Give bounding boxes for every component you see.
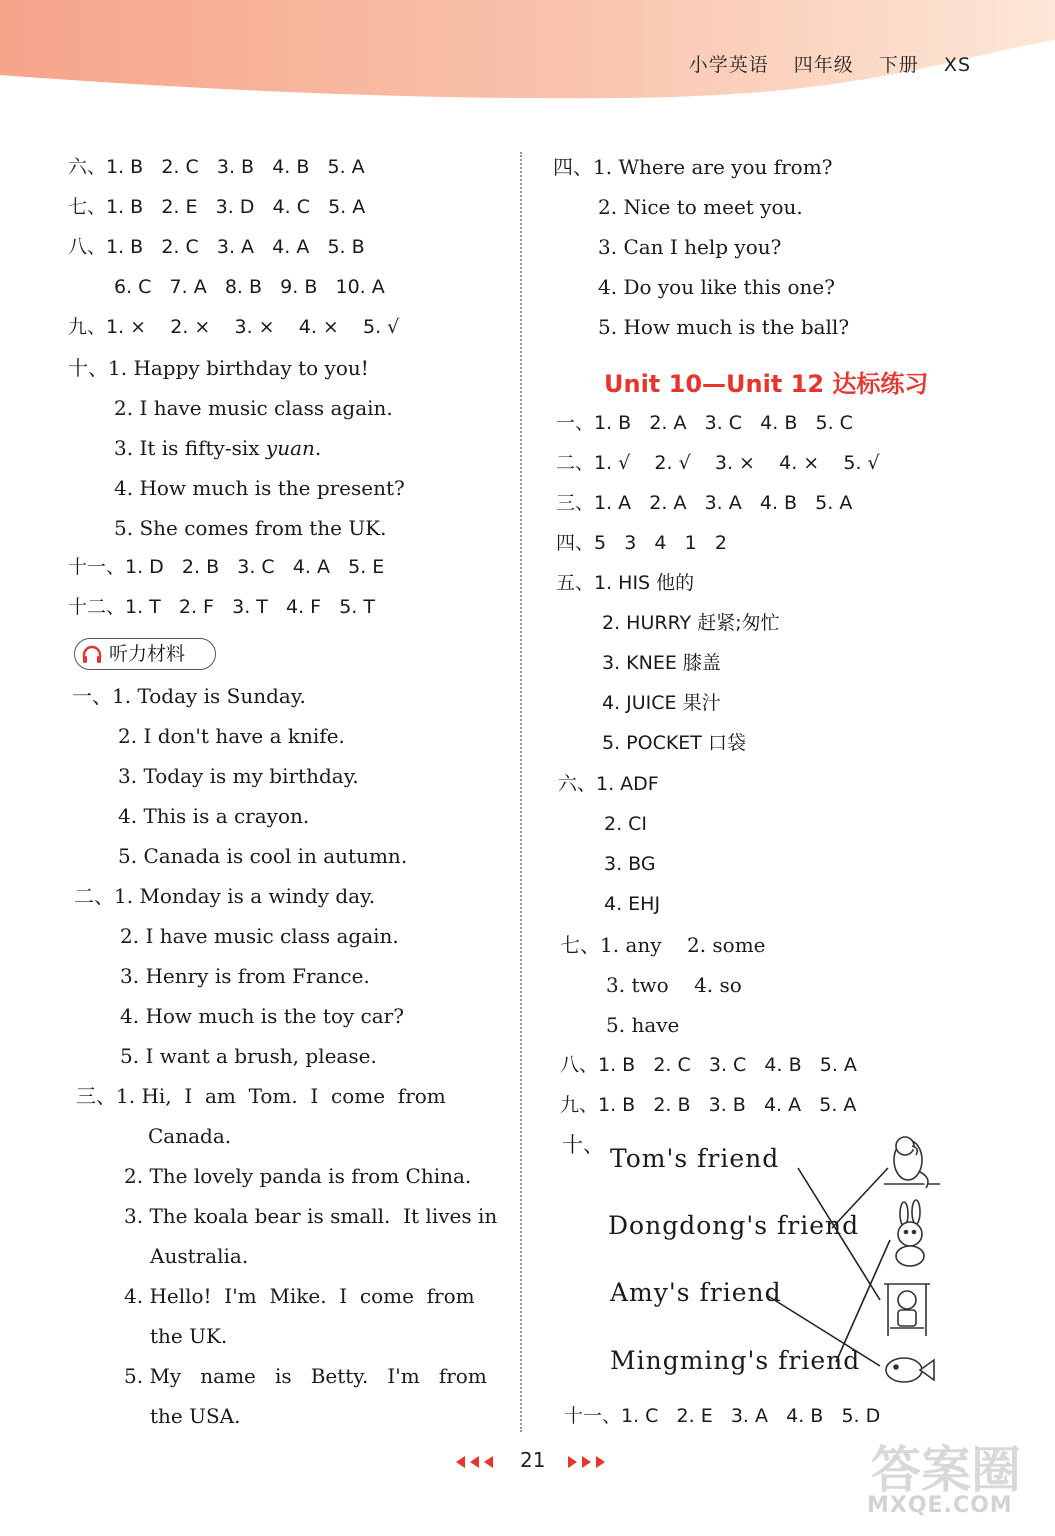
answer-line-10-3-yuan: yuan (265, 436, 315, 460)
listening-2-3: 3. Henry is from France. (120, 964, 370, 988)
listening-1-3: 3. Today is my birthday. (118, 764, 359, 788)
listening-2-1: 二、1. Monday is a windy day. (74, 884, 376, 908)
listening-1-1: 一、1. Today is Sunday. (72, 684, 306, 708)
friend-label-dongdong: Dongdong's friend (608, 1211, 860, 1240)
unit-answer-5-1: 五、1. HIS 他的 (556, 572, 695, 594)
listening-material-tag (74, 638, 216, 670)
unit-answer-10-label: 十、 (562, 1133, 604, 1157)
unit-answer-2: 二、1. √ 2. √ 3. × 4. × 5. √ (556, 452, 880, 474)
child-on-swing-icon (884, 1284, 930, 1336)
unit-answer-5-3: 3. KNEE 膝盖 (602, 652, 721, 674)
right-arrows-icon (562, 1448, 612, 1476)
unit-answer-11: 十一、1. C 2. E 3. A 4. B 5. D (564, 1405, 881, 1427)
page-footer (450, 1448, 615, 1476)
unit-answer-6-2: 2. CI (604, 813, 648, 835)
answer-line-10-3-end: . (314, 436, 322, 460)
parrot-icon (884, 1137, 940, 1188)
unit-answer-9: 九、1. B 2. B 3. B 4. A 5. A (560, 1094, 857, 1116)
unit-answer-6-3: 3. BG (604, 853, 656, 875)
rabbit-icon (896, 1200, 924, 1266)
unit-answer-8: 八、1. B 2. C 3. C 4. B 5. A (560, 1054, 857, 1076)
listening-3-4b: the UK. (150, 1324, 228, 1348)
unit-answer-6-4: 4. EHJ (604, 893, 661, 915)
unit-answer-7-3: 5. have (606, 1013, 680, 1037)
answer-line-10-3 (114, 433, 321, 463)
answer-line-11: 十一、1. D 2. B 3. C 4. A 5. E (68, 556, 385, 578)
answer-line-10-4: 4. How much is the present? (114, 476, 405, 500)
answer-line-9: 九、1. × 2. × 3. × 4. × 5. √ (68, 316, 400, 338)
answer-line-6: 六、1. B 2. C 3. B 4. B 5. A (68, 156, 365, 178)
answer-r4-2: 2. Nice to meet you. (598, 195, 803, 219)
column-divider (520, 152, 522, 1432)
listening-1-5: 5. Canada is cool in autumn. (118, 844, 408, 868)
listening-3-3b: Australia. (150, 1244, 249, 1268)
left-arrows-icon (450, 1448, 500, 1476)
listening-3-5b: the USA. (150, 1404, 241, 1428)
listening-3-1a: 三、1. Hi, I am Tom. I come from (76, 1084, 446, 1108)
unit-answer-7-1: 七、1. any 2. some (560, 933, 766, 957)
answer-line-12: 十二、1. T 2. F 3. T 4. F 5. T (68, 596, 375, 618)
answer-r4-5: 5. How much is the ball? (598, 315, 850, 339)
unit-answer-5-5: 5. POCKET 口袋 (602, 732, 746, 754)
answer-r4-4: 4. Do you like this one? (598, 275, 835, 299)
header-meta (671, 50, 971, 77)
header-edition: XS (943, 54, 971, 76)
match-line-mingming (836, 1240, 890, 1362)
headphones-icon (81, 645, 103, 665)
listening-2-2: 2. I have music class again. (120, 924, 399, 948)
unit-answer-5-4: 4. JUICE 果汁 (602, 692, 721, 714)
listening-3-4a: 4. Hello! I'm Mike. I come from (124, 1284, 475, 1308)
unit-answer-3: 三、1. A 2. A 3. A 4. B 5. A (556, 492, 853, 514)
answer-line-8a: 八、1. B 2. C 3. A 4. A 5. B (68, 236, 365, 258)
friend-label-mingming: Mingming's friend (610, 1346, 861, 1375)
header-grade: 四年级 (793, 54, 854, 76)
answer-line-10-2: 2. I have music class again. (114, 396, 393, 420)
unit-answer-1: 一、1. B 2. A 3. C 4. B 5. C (556, 412, 853, 434)
answer-line-8b: 6. C 7. A 8. B 9. B 10. A (114, 276, 385, 298)
listening-material-label: 听力材料 (109, 643, 186, 665)
friend-label-amy: Amy's friend (610, 1278, 782, 1307)
unit-title: Unit 10—Unit 12 达标练习 (604, 370, 929, 398)
answer-line-10-3-text: 3. It is fifty-six (114, 436, 266, 460)
watermark (857, 1430, 1037, 1522)
header-band (0, 0, 1055, 118)
watermark-url: MXQE.COM (867, 1493, 1013, 1518)
listening-3-3a: 3. The koala bear is small. It lives in (124, 1204, 498, 1228)
answer-line-10-1: 十、1. Happy birthday to you! (68, 356, 369, 380)
page-number: 21 (520, 1448, 546, 1472)
listening-3-5a: 5. My name is Betty. I'm from (124, 1364, 487, 1388)
answer-r4-3: 3. Can I help you? (598, 235, 782, 259)
watermark-cn: 答案圈 (871, 1441, 1021, 1499)
listening-2-4: 4. How much is the toy car? (120, 1004, 404, 1028)
listening-1-4: 4. This is a crayon. (118, 804, 310, 828)
unit-answer-7-2: 3. two 4. so (606, 973, 742, 997)
listening-1-2: 2. I don't have a knife. (118, 724, 345, 748)
answer-line-10-5: 5. She comes from the UK. (114, 516, 387, 540)
answer-r4-1: 四、1. Where are you from? (553, 155, 833, 179)
unit-answer-6-1: 六、1. ADF (558, 773, 659, 795)
listening-3-1b: Canada. (148, 1124, 232, 1148)
header-volume: 下册 (878, 54, 919, 76)
unit-answer-5-2: 2. HURRY 赶紧;匆忙 (602, 612, 780, 634)
header-subject: 小学英语 (688, 54, 769, 76)
friend-label-tom: Tom's friend (610, 1144, 780, 1173)
answer-line-7: 七、1. B 2. E 3. D 4. C 5. A (68, 196, 366, 218)
unit-answer-4: 四、5 3 4 1 2 (556, 532, 727, 554)
listening-3-2: 2. The lovely panda is from China. (124, 1164, 472, 1188)
fish-icon (886, 1358, 934, 1382)
listening-2-5: 5. I want a brush, please. (120, 1044, 377, 1068)
